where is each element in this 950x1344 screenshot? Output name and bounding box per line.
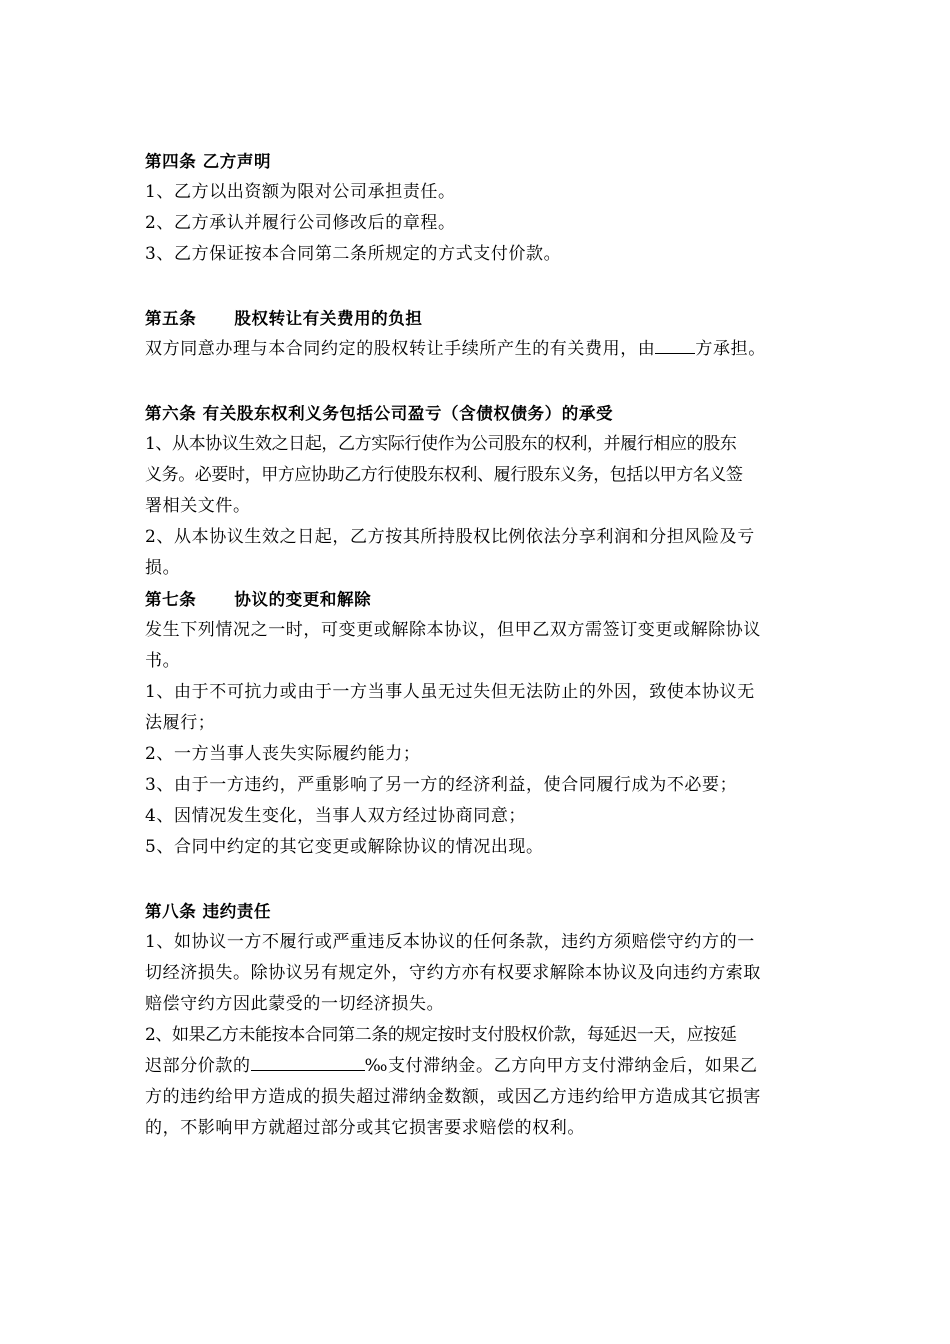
article5-heading: 第五条 股权转让有关费用的负担 — [145, 309, 423, 328]
article7-item2: 2、一方当事人丧失实际履约能力； — [145, 744, 421, 764]
article6-item2-line2: 损。 — [145, 558, 181, 578]
article5-body — [145, 334, 810, 365]
article7-item3: 3、由于一方违约，严重影响了另一方的经济利益，使合同履行成为不必要； — [145, 775, 738, 795]
article8-item1-line3: 赔偿守约方因此蒙受的一切经济损失。 — [145, 994, 445, 1014]
article6-item1-line3: 署相关文件。 — [145, 496, 251, 516]
article5-body-text: 双方同意办理与本合同约定的股权转让手续所产生的有关费用，由 — [145, 339, 656, 359]
late-fee-rate-blank — [251, 1069, 365, 1071]
article5-body-end: 方承担。 — [695, 339, 766, 359]
article8-item2-text-b: ‰支付滞纳金。乙方向甲方支付滞纳金后，如果乙 — [364, 1056, 758, 1076]
article6-item1-line1: 1、从本协议生效之日起，乙方实际行使作为公司股东的权利，并履行相应的股东 — [145, 434, 737, 454]
article8-item2-line3: 方的违约给甲方造成的损失超过滞纳金数额，或因乙方违约给甲方造成其它损害 — [145, 1087, 761, 1107]
contract-page — [145, 146, 810, 1144]
article6-item1-line2: 义务。必要时，甲方应协助乙方行使股东权利、履行股东义务，包括以甲方名义签 — [145, 465, 743, 485]
article8-item2-text-a: 迟部分价款的 — [145, 1056, 251, 1076]
article8-item1-line1: 1、如协议一方不履行或严重违反本协议的任何条款，违约方须赔偿守约方的一 — [145, 932, 755, 952]
article4-item-1: 1、乙方以出资额为限对公司承担责任。 — [145, 182, 456, 202]
article7-item1-line1: 1、由于不可抗力或由于一方当事人虽无过失但无法防止的外因，致使本协议无 — [145, 682, 755, 702]
article7-intro-line2: 书。 — [145, 651, 181, 671]
article6-heading: 第六条 有关股东权利义务包括公司盈亏（含债权债务）的承受 — [145, 404, 614, 423]
fee-bearer-blank — [655, 352, 695, 354]
article7-item5: 5、合同中约定的其它变更或解除协议的情况出现。 — [145, 837, 544, 857]
article7-intro-line1: 发生下列情况之一时，可变更或解除本协议，但甲乙双方需签订变更或解除协议 — [145, 620, 761, 640]
article7-item4: 4、因情况发生变化，当事人双方经过协商同意； — [145, 806, 527, 826]
article7-item1-line2: 法履行； — [145, 713, 216, 733]
article8-item2-line1: 2、如果乙方未能按本合同第二条的规定按时支付股权价款，每延迟一天，应按延 — [145, 1025, 737, 1045]
article4-item-3: 3、乙方保证按本合同第二条所规定的方式支付价款。 — [145, 244, 562, 264]
article4-item-2: 2、乙方承认并履行公司修改后的章程。 — [145, 213, 456, 233]
article8-item2-line2 — [145, 1051, 810, 1082]
article6-item2-line1: 2、从本协议生效之日起，乙方按其所持股权比例依法分享利润和分担风险及亏 — [145, 527, 755, 547]
article8-heading: 第八条 违约责任 — [145, 902, 272, 921]
article7-heading: 第七条 协议的变更和解除 — [145, 590, 372, 609]
article8-item1-line2: 切经济损失。除协议另有规定外，守约方亦有权要求解除本协议及向违约方索取 — [145, 963, 761, 983]
article4-heading: 第四条 乙方声明 — [145, 152, 272, 171]
article8-item2-line4: 的，不影响甲方就超过部分或其它损害要求赔偿的权利。 — [145, 1118, 585, 1138]
